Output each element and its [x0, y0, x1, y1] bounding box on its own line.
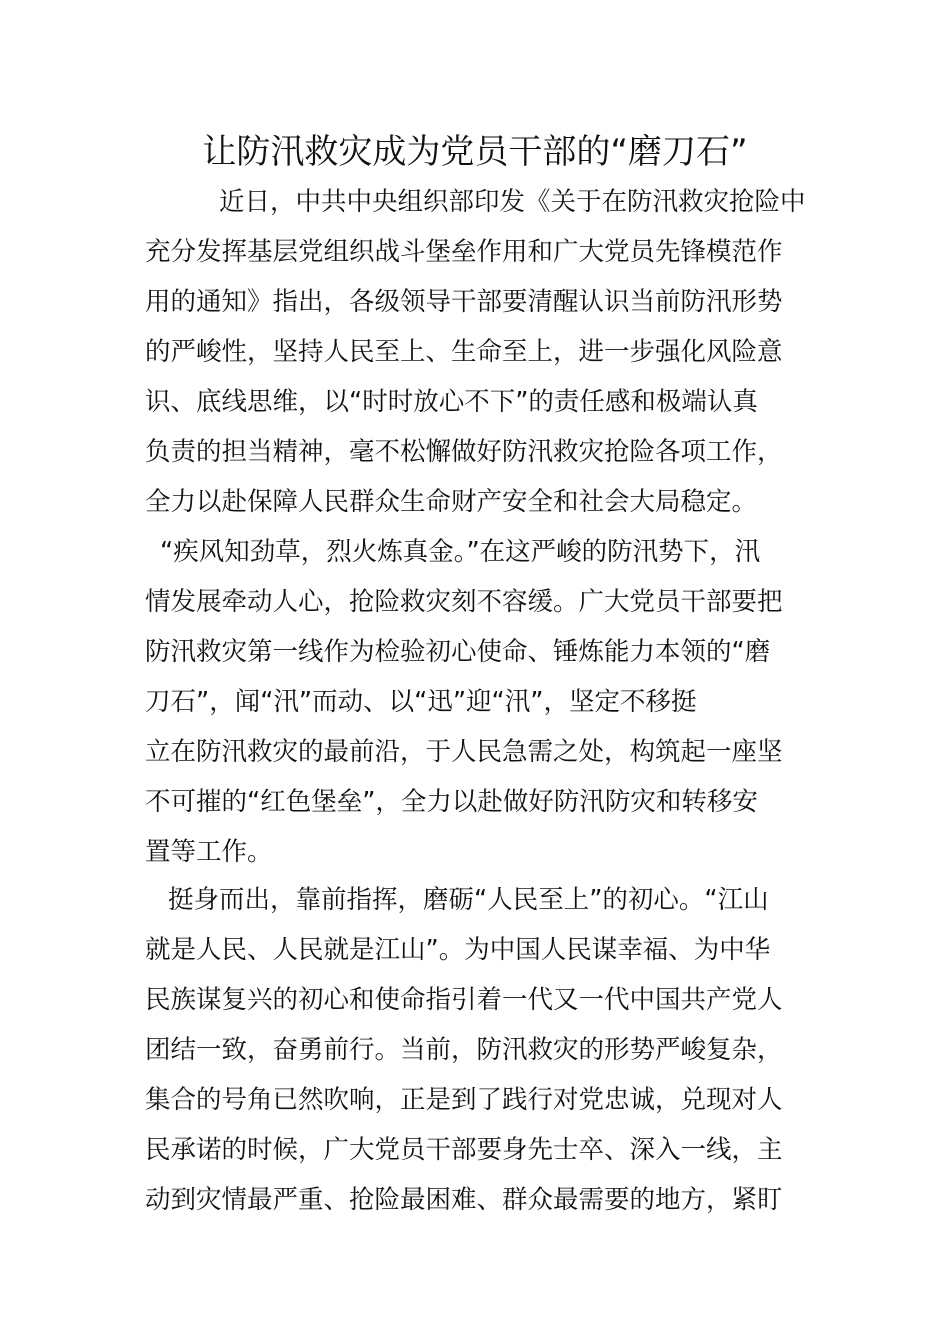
paragraph-2-line-5: 立在防汛救灾的最前沿，于人民急需之处，构筑起一座坚 — [145, 737, 783, 767]
paragraph-2-line-2: 情发展牵动人心，抢险救灾刻不容缓。广大党员干部要把 — [145, 587, 783, 617]
paragraph-1-line-5: 识、底线思维，以“时时放心不下”的责任感和极端认真 — [145, 387, 758, 417]
paragraph-3-line-3: 民族谋复兴的初心和使命指引着一代又一代中国共产党人 — [145, 985, 783, 1015]
paragraph-1-line-4: 的严峻性，坚持人民至上、生命至上，进一步强化风险意 — [145, 337, 783, 367]
paragraph-2-line-7: 置等工作。 — [145, 837, 273, 867]
document-title: 让防汛救灾成为党员干部的“磨刀石” — [202, 132, 748, 172]
paragraph-1-line-7: 全力以赴保障人民群众生命财产安全和社会大局稳定。 — [145, 487, 758, 517]
paragraph-3-line-7: 动到灾情最严重、抢险最困难、群众最需要的地方，紧盯 — [145, 1185, 783, 1215]
paragraph-2-line-6: 不可摧的“红色堡垒”，全力以赴做好防汛防灾和转移安 — [145, 787, 758, 817]
paragraph-1-line-3: 用的通知》指出，各级领导干部要清醒认识当前防汛形势 — [145, 287, 783, 317]
paragraph-3-line-5: 集合的号角已然吹响，正是到了践行对党忠诚，兑现对人 — [145, 1085, 783, 1115]
paragraph-3-line-2: 就是人民、人民就是江山”。为中国人民谋幸福、为中华 — [145, 935, 771, 965]
paragraph-3-line-6: 民承诺的时候，广大党员干部要身先士卒、深入一线，主 — [145, 1135, 783, 1165]
paragraph-2-line-1: “疾风知劲草，烈火炼真金。”在这严峻的防汛势下，汛 — [160, 537, 761, 567]
paragraph-2-line-3: 防汛救灾第一线作为检验初心使命、锤炼能力本领的“磨 — [145, 637, 771, 667]
paragraph-3-line-1: 挺身而出，靠前指挥，磨砺“人民至上”的初心。“江山 — [168, 885, 769, 915]
paragraph-1-line-2: 充分发挥基层党组织战斗堡垒作用和广大党员先锋模范作 — [145, 237, 783, 267]
paragraph-2-line-4: 刀石”，闻“汛”而动、以“迅”迎“汛”，坚定不移挺 — [145, 687, 697, 717]
paragraph-1-line-1: 近日，中共中央组织部印发《关于在防汛救灾抢险中 — [219, 187, 806, 217]
paragraph-1-line-6: 负责的担当精神，毫不松懈做好防汛救灾抢险各项工作， — [145, 437, 783, 467]
paragraph-3-line-4: 团结一致，奋勇前行。当前，防汛救灾的形势严峻复杂， — [145, 1035, 783, 1065]
